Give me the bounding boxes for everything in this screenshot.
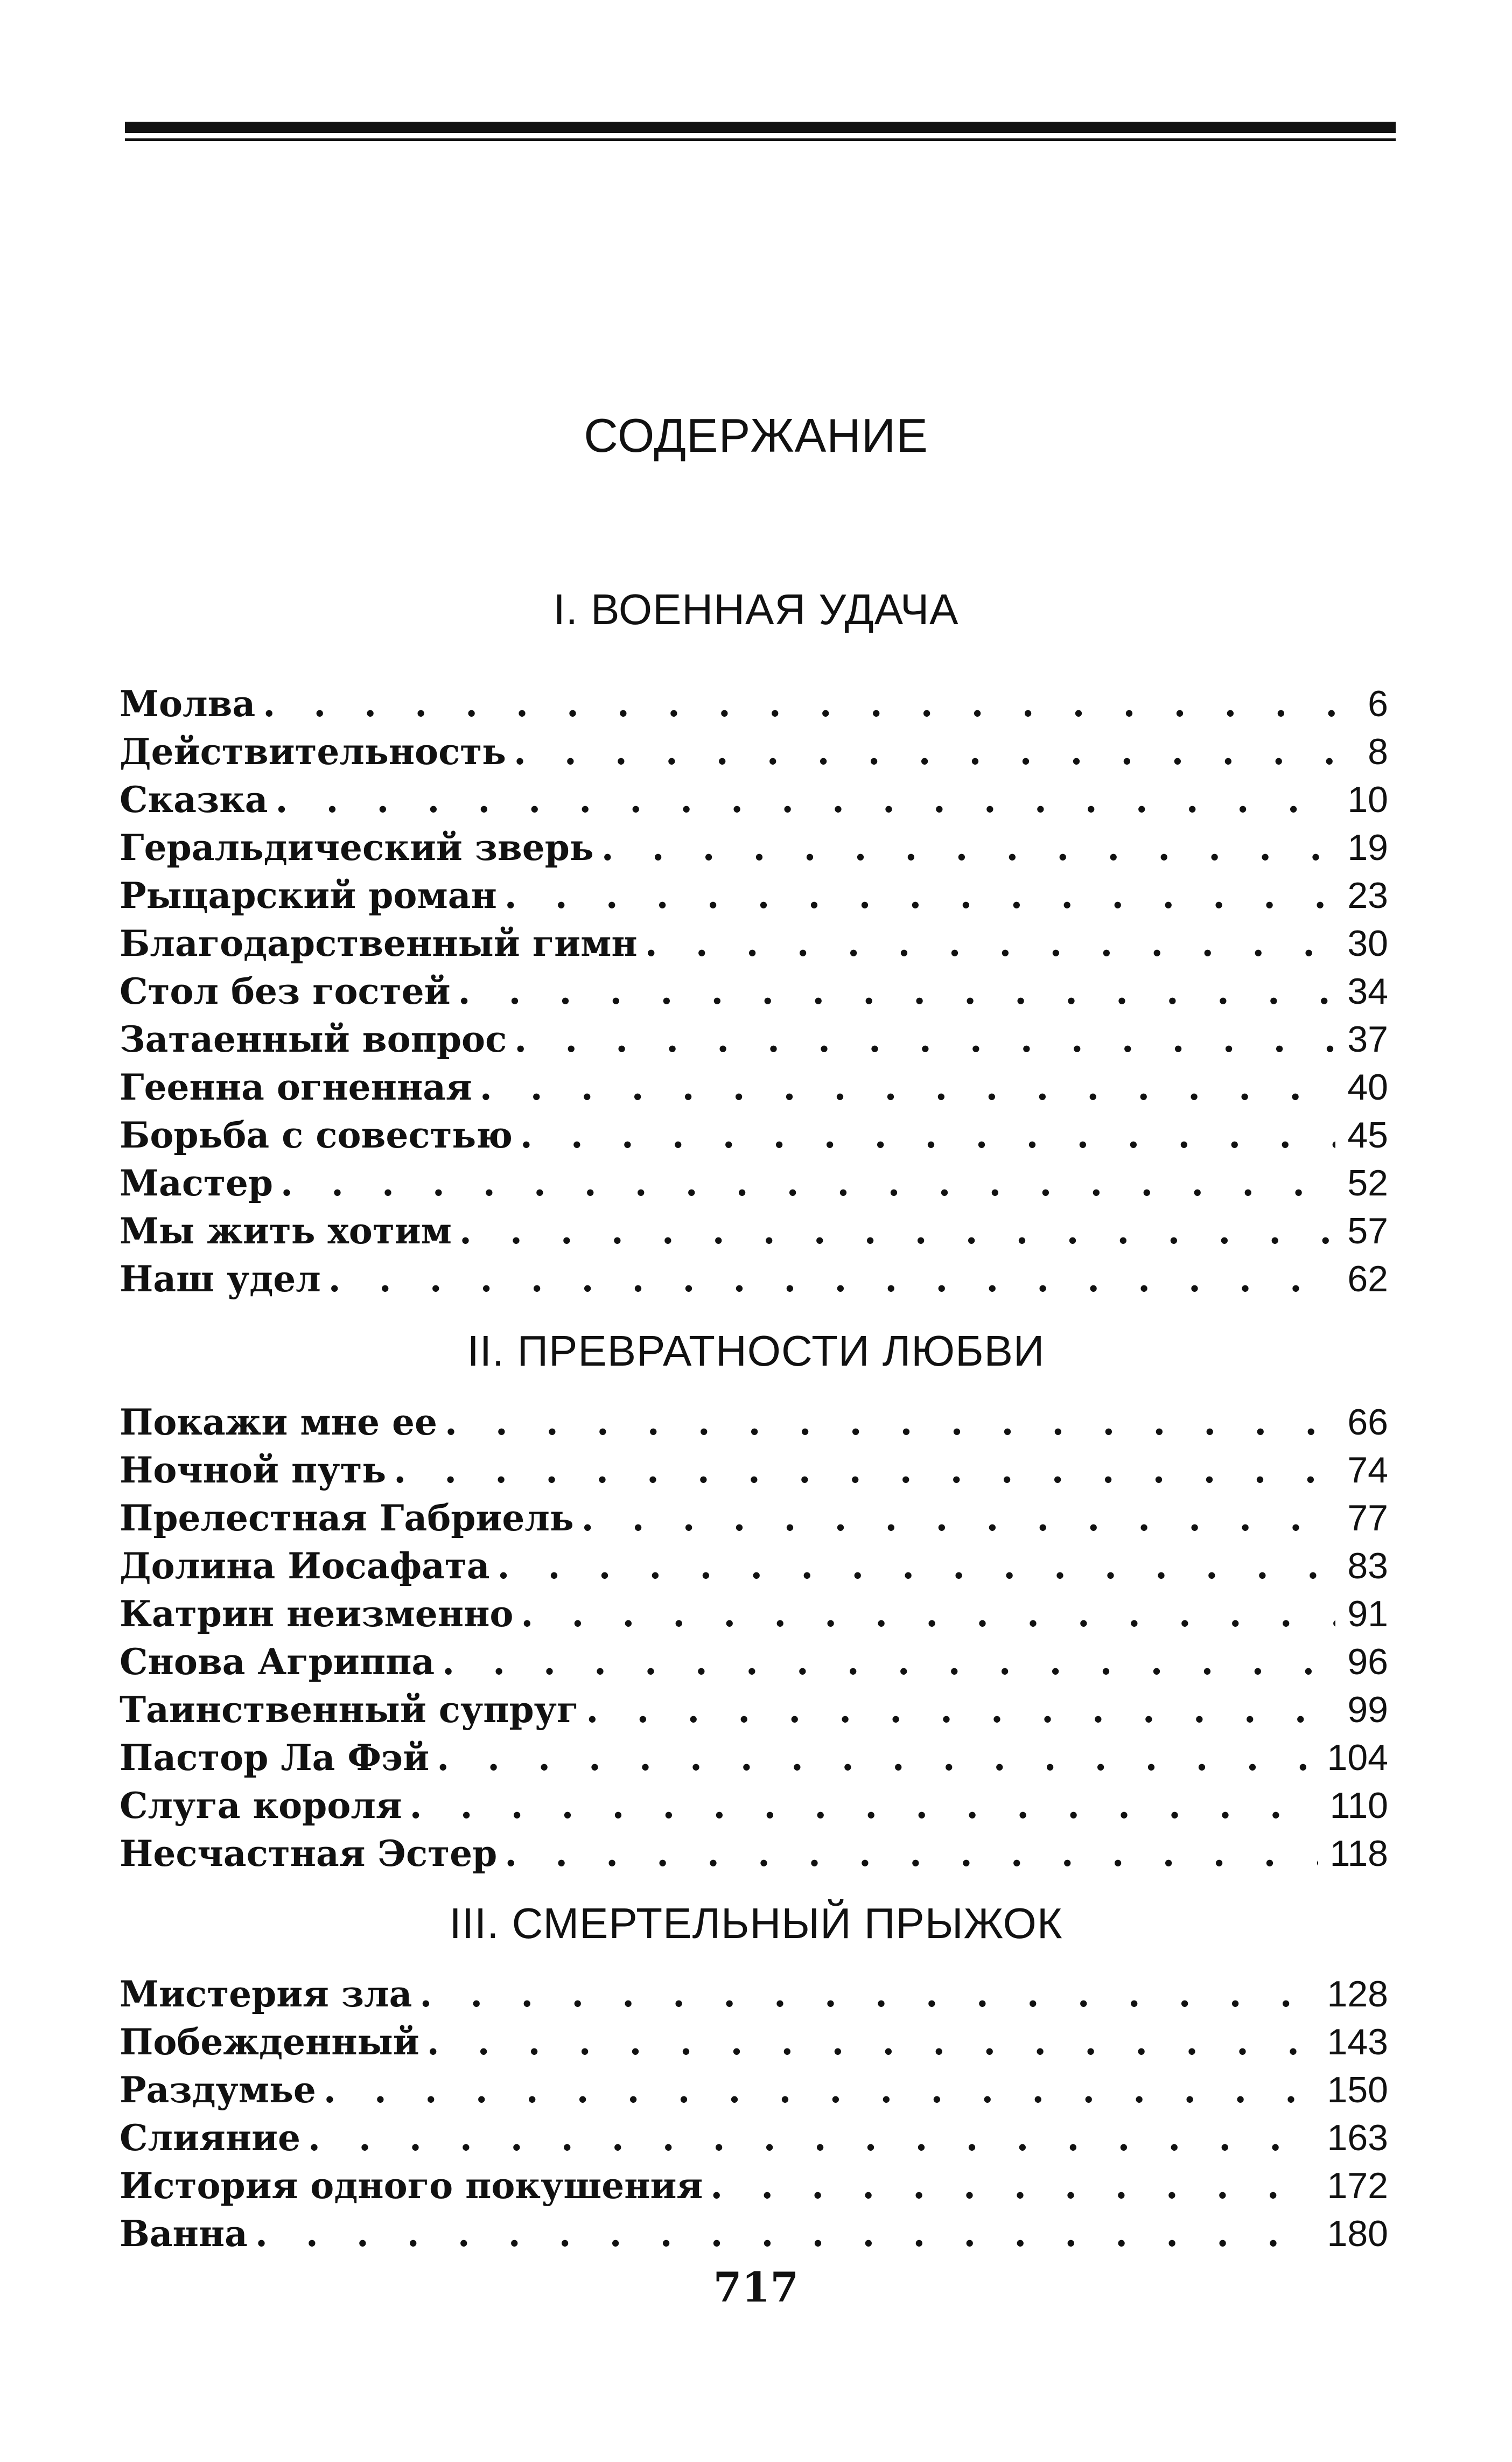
toc-entry-page: 10 — [1347, 779, 1388, 820]
section-title-1: I. ВОЕННАЯ УДАЧА — [553, 585, 959, 633]
toc-entry — [120, 824, 1388, 872]
toc-dot-leader — [601, 824, 1336, 872]
toc-entry-title: Рыцарский роман — [120, 875, 497, 917]
toc-entry-page: 96 — [1347, 1641, 1388, 1682]
toc-entry-page: 57 — [1347, 1211, 1388, 1251]
toc-entry-title: Катрин неизменно — [120, 1593, 514, 1635]
toc-dot-leader — [458, 968, 1336, 1016]
toc-entry — [120, 1255, 1388, 1303]
toc-entry-page: 45 — [1347, 1115, 1388, 1156]
toc-entry-title: Действительность — [120, 731, 506, 773]
toc-dot-leader — [263, 680, 1356, 728]
toc-dot-leader — [427, 2018, 1315, 2066]
toc-entry — [120, 2114, 1388, 2162]
toc-entry-page: 77 — [1347, 1498, 1388, 1538]
toc-dot-leader — [308, 2114, 1315, 2162]
toc-entry — [120, 1111, 1388, 1159]
toc-dot-leader — [281, 1159, 1335, 1207]
toc-section-3 — [120, 1970, 1388, 2258]
toc-entry-page: 23 — [1347, 875, 1388, 916]
toc-dot-leader — [442, 1638, 1335, 1686]
toc-entry-title: История одного покушения — [120, 2165, 703, 2207]
toc-dot-leader — [514, 728, 1356, 776]
toc-dot-leader — [445, 1398, 1335, 1446]
toc-entry — [120, 2066, 1388, 2114]
toc-entry-page: 118 — [1329, 1833, 1388, 1874]
toc-entry-page: 91 — [1347, 1593, 1388, 1634]
toc-entry-title: Мы жить хотим — [120, 1210, 452, 1252]
toc-entry-title: Долина Иосафата — [120, 1545, 490, 1587]
toc-entry-title: Геенна огненная — [120, 1066, 472, 1108]
toc-section-2 — [120, 1398, 1388, 1878]
toc-entry-title: Мастер — [120, 1162, 274, 1204]
toc-dot-leader — [394, 1446, 1335, 1494]
toc-entry-title: Стол без гостей — [120, 970, 451, 1012]
toc-entry-page: 19 — [1347, 827, 1388, 868]
toc-entry-page: 6 — [1368, 683, 1388, 724]
toc-entry-page: 172 — [1327, 2165, 1388, 2206]
toc-entry-title: Слуга короля — [120, 1785, 402, 1827]
toc-entry-page: 99 — [1347, 1689, 1388, 1730]
header-rule-thin — [125, 138, 1396, 141]
toc-entry — [120, 872, 1388, 920]
toc-entry-title: Пастор Ла Фэй — [120, 1737, 430, 1779]
toc-entry-title: Наш удел — [120, 1258, 321, 1300]
toc-entry — [120, 1542, 1388, 1590]
header-rule-thick — [125, 122, 1396, 133]
toc-entry — [120, 1782, 1388, 1830]
toc-entry-title: Снова Агриппа — [120, 1641, 435, 1683]
toc-entry-title: Таинственный супруг — [120, 1689, 579, 1731]
toc-entry-page: 8 — [1368, 731, 1388, 772]
toc-dot-leader — [645, 920, 1336, 968]
toc-entry-page: 150 — [1327, 2069, 1388, 2110]
toc-dot-leader — [520, 1111, 1335, 1159]
toc-entry-title: Ванна — [120, 2213, 248, 2255]
toc-entry — [120, 1494, 1388, 1542]
toc-entry-page: 83 — [1347, 1545, 1388, 1586]
toc-entry-title: Сказка — [120, 779, 268, 821]
page-title: СОДЕРЖАНИЕ — [584, 409, 928, 462]
toc-entry-title: Покажи мне ее — [120, 1401, 437, 1443]
toc-dot-leader — [586, 1686, 1335, 1734]
toc-dot-leader — [498, 1542, 1336, 1590]
toc-entry-title: Ночной путь — [120, 1449, 387, 1491]
toc-entry-page: 128 — [1327, 1974, 1388, 2015]
toc-entry-title: Несчастная Эстер — [120, 1832, 498, 1875]
toc-dot-leader — [514, 1016, 1335, 1064]
toc-entry-page: 34 — [1347, 971, 1388, 1012]
toc-entry-page: 143 — [1327, 2022, 1388, 2062]
toc-dot-leader — [710, 2162, 1315, 2210]
section-title-2: II. ПРЕВРАТНОСТИ ЛЮБВИ — [467, 1327, 1045, 1375]
toc-dot-leader — [582, 1494, 1336, 1542]
toc-entry — [120, 1064, 1388, 1111]
toc-entry — [120, 1734, 1388, 1782]
toc-dot-leader — [328, 1255, 1336, 1303]
toc-entry-page: 62 — [1347, 1258, 1388, 1299]
toc-entry-title: Прелестная Габриель — [120, 1497, 574, 1539]
toc-dot-leader — [419, 1970, 1315, 2018]
toc-entry-title: Благодарственный гимн — [120, 922, 638, 964]
toc-entry-title: Раздумье — [120, 2069, 316, 2111]
toc-entry — [120, 968, 1388, 1016]
toc-dot-leader — [255, 2210, 1315, 2258]
toc-dot-leader — [480, 1064, 1336, 1111]
toc-entry — [120, 1446, 1388, 1494]
toc-entry — [120, 920, 1388, 968]
toc-entry-title: Слияние — [120, 2117, 301, 2159]
toc-entry-page: 180 — [1327, 2213, 1388, 2254]
toc-entry — [120, 1638, 1388, 1686]
toc-entry-page: 163 — [1327, 2117, 1388, 2158]
toc-entry-title: Борьба с совестью — [120, 1114, 513, 1156]
toc-dot-leader — [459, 1207, 1335, 1255]
toc-entry-title: Мистерия зла — [120, 1973, 412, 2015]
toc-dot-leader — [276, 776, 1336, 824]
toc-entry-page: 37 — [1347, 1019, 1388, 1060]
toc-entry — [120, 1830, 1388, 1878]
toc-entry — [120, 1016, 1388, 1064]
section-title-3: III. СМЕРТЕЛЬНЫЙ ПРЫЖОК — [449, 1899, 1063, 1947]
toc-entry — [120, 1207, 1388, 1255]
toc-dot-leader — [410, 1782, 1318, 1830]
toc-dot-leader — [521, 1590, 1335, 1638]
toc-entry — [120, 2210, 1388, 2258]
toc-entry-title: Геральдический зверь — [120, 827, 594, 869]
toc-entry — [120, 680, 1388, 728]
toc-entry-page: 74 — [1347, 1450, 1388, 1491]
toc-entry-page: 52 — [1347, 1163, 1388, 1204]
toc-entry — [120, 728, 1388, 776]
toc-entry-page: 40 — [1347, 1067, 1388, 1108]
toc-section-1 — [120, 680, 1388, 1303]
toc-entry-page: 110 — [1329, 1785, 1388, 1826]
toc-entry — [120, 1398, 1388, 1446]
page-number: 717 — [713, 2263, 799, 2311]
toc-entry — [120, 2018, 1388, 2066]
toc-entry-title: Побежденный — [120, 2021, 419, 2063]
toc-entry — [120, 1159, 1388, 1207]
toc-entry-title: Молва — [120, 683, 256, 725]
toc-dot-leader — [505, 872, 1336, 920]
toc-dot-leader — [437, 1734, 1315, 1782]
toc-entry — [120, 1970, 1388, 2018]
toc-entry-page: 30 — [1347, 923, 1388, 964]
toc-entry — [120, 776, 1388, 824]
toc-entry-title: Затаенный вопрос — [120, 1018, 507, 1060]
toc-entry-page: 66 — [1347, 1402, 1388, 1443]
toc-entry — [120, 2162, 1388, 2210]
toc-dot-leader — [505, 1830, 1318, 1878]
toc-entry — [120, 1590, 1388, 1638]
toc-entry-page: 104 — [1327, 1737, 1388, 1778]
toc-entry — [120, 1686, 1388, 1734]
toc-dot-leader — [324, 2066, 1315, 2114]
